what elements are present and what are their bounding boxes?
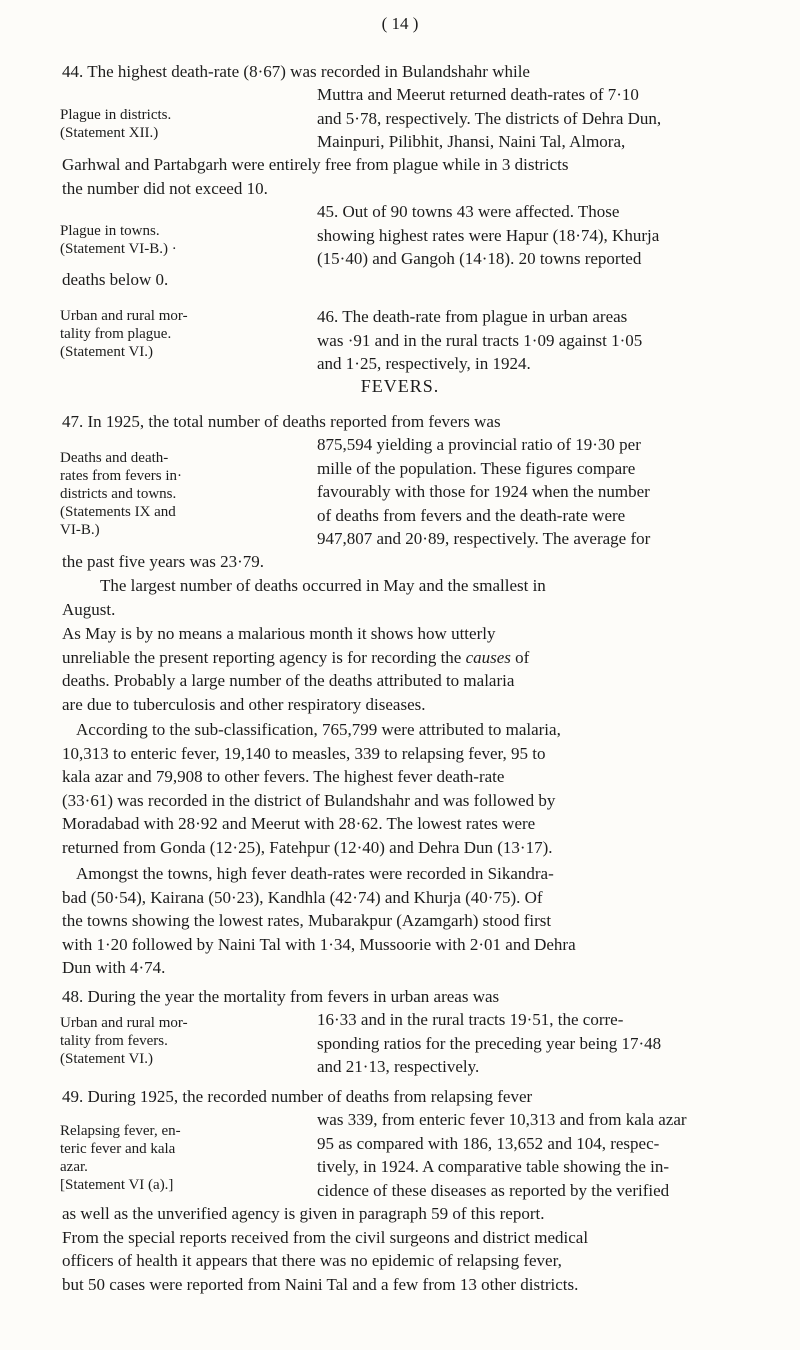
text-fragment: unreliable the present reporting agency is for recording the [62,647,466,667]
margin-note-urban-rural-plague [60,307,235,361]
text-line: the towns showing the lowest rates, Mubarakpur (Azamgarh) stood first [62,911,552,930]
text-line: Moradabad with 28·92 and Meerut with 28·62. The lowest rates were [62,814,536,833]
text-line: sponding ratios for the preceding year being 17·48 [317,1033,662,1053]
margin-note-line: [Statement VI (a).] [60,1177,174,1193]
text-line: as well as the unverified agency is given in paragraph 59 of this report. [62,1204,545,1223]
paragraph-45-tail: deaths below 0. [62,270,169,289]
emphasis-causes: causes [465,647,511,667]
text-fragment: of [510,647,530,667]
margin-note-line: tality from plague. [60,326,172,342]
text-line: Amongst the towns, high fever death-rates were recorded in Sikandra- [76,864,554,883]
margin-note-fever-deaths [60,449,235,539]
margin-note-line: (Statements IX and [60,504,176,520]
text-line: 10,313 to enteric fever, 19,140 to measles, 339 to relapsing fever, 95 to [62,743,546,763]
margin-note-line: rates from fevers in· [60,468,183,484]
paragraph-47-tail: the past five years was 23·79. [62,552,265,571]
text-line: Garhwal and Partabgarh were entirely free from plague while in 3 districts [62,155,569,174]
paragraph-44-tail [62,153,762,200]
paragraph-47-column [317,433,763,551]
paragraph-49-column [317,1108,763,1202]
margin-note-line: tality from fevers. [60,1033,168,1049]
paragraph-47-towns [62,862,762,980]
margin-note-line: (Statement XII.) [60,125,159,141]
text-line: officers of health it appears that there was no epidemic of relapsing fever, [62,1251,562,1270]
text-line: 45. Out of 90 towns 43 were affected. Those [317,202,620,221]
text-line: The largest number of deaths occurred in May and the smallest in [100,576,546,595]
text-line: with 1·20 followed by Naini Tal with 1·34, Mussoorie with 2·01 and Dehra [62,934,576,954]
text-line: favourably with those for 1924 when the number [317,482,650,501]
text-line: August. [62,599,116,619]
paragraph-49-lead: 49. During 1925, the recorded number of deaths from relapsing fever [62,1087,533,1106]
paragraph-44-column [317,83,763,154]
text-line: From the special reports received from the civil surgeons and district medical [62,1227,589,1247]
text-line: (15·40) and Gangoh (14·18). 20 towns reported [317,249,642,268]
margin-note-line: (Statement VI.) [60,1051,154,1067]
margin-note-line: Urban and rural mor- [60,308,188,324]
text-line: cidence of these diseases as reported by the verified [317,1180,670,1200]
paragraph-47-months [62,574,762,621]
margin-note-relapsing-fever [60,1122,235,1194]
paragraph-45-column [317,200,763,271]
text-line: deaths. Probably a large number of the deaths attributed to malaria [62,671,515,690]
text-line: and 1·25, respectively, in 1924. [317,354,531,373]
text-line: of deaths from fevers and the death-rate were [317,505,626,525]
text-line: showing highest rates were Hapur (18·74), Khurja [317,225,660,245]
margin-note-plague-towns [60,222,235,258]
margin-note-line: teric fever and kala [60,1141,176,1157]
text-line: was 339, from enteric fever 10,313 and from kala azar [317,1110,687,1129]
margin-note-line: Plague in districts. [60,107,172,123]
text-line: Mainpuri, Pilibhit, Jhansi, Naini Tal, Almora, [317,132,626,151]
margin-note-line: (Statement VI-B.) · [60,241,177,257]
margin-note-line: VI-B.) [60,522,100,538]
paragraph-47-subclassification [62,718,762,859]
text-line: 95 as compared with 186, 13,652 and 104, respec- [317,1133,660,1153]
paragraph-48-lead: 48. During the year the mortality from fevers in urban areas was [62,987,500,1006]
text-line: mille of the population. These figures compare [317,458,636,478]
text-line: the number did not exceed 10. [62,178,268,198]
paragraph-49-tail [62,1202,762,1296]
text-line: As May is by no means a malarious month it shows how utterly [62,624,496,643]
paragraph-44-lead: 44. The highest death-rate (8·67) was recorded in Bulandshahr while [62,62,530,81]
paragraph-47-malaria [62,622,762,716]
margin-note-urban-rural-fevers [60,1014,235,1068]
text-line: are due to tuberculosis and other respiratory diseases. [62,694,426,714]
text-line: but 50 cases were reported from Naini Tal and a few from 13 other districts. [62,1274,579,1294]
text-line: Muttra and Meerut returned death-rates of 7·10 [317,85,639,104]
text-line: Dun with 4·74. [62,958,166,977]
paragraph-46-column [317,305,763,376]
margin-note-line: Plague in towns. [60,223,160,239]
section-heading-fevers: FEVERS. [360,376,440,396]
text-line: bad (50·54), Kairana (50·23), Kandhla (42·74) and Khurja (40·75). Of [62,887,543,907]
text-line: 947,807 and 20·89, respectively. The average for [317,529,651,548]
paragraph-48-column [317,1008,763,1079]
text-line: 875,594 yielding a provincial ratio of 19·30 per [317,435,641,454]
margin-note-line: Relapsing fever, en- [60,1123,181,1139]
margin-note-line: districts and towns. [60,486,177,502]
page-number: ( 14 ) [381,14,419,33]
margin-note-line: (Statement VI.) [60,344,154,360]
margin-note-line: Urban and rural mor- [60,1015,188,1031]
paragraph-47-lead: 47. In 1925, the total number of deaths reported from fevers was [62,412,501,431]
text-line: tively, in 1924. A comparative table showing the in- [317,1157,670,1176]
text-line: 16·33 and in the rural tracts 19·51, the corre- [317,1010,624,1029]
margin-note-line: Deaths and death- [60,450,169,466]
text-line: 46. The death-rate from plague in urban areas [317,307,628,326]
margin-note-plague-districts [60,106,235,142]
text-line [62,646,762,670]
text-line: was ·91 and in the rural tracts 1·09 against 1·05 [317,330,643,350]
margin-note-line: azar. [60,1159,88,1175]
text-line: According to the sub-classification, 765,799 were attributed to malaria, [76,720,561,739]
text-line: and 21·13, respectively. [317,1057,480,1076]
text-line: and 5·78, respectively. The districts of Dehra Dun, [317,108,662,128]
text-line: kala azar and 79,908 to other fevers. The highest fever death-rate [62,767,505,786]
text-line: returned from Gonda (12·25), Fatehpur (12·40) and Dehra Dun (13·17). [62,837,553,857]
text-line: (33·61) was recorded in the district of Bulandshahr and was followed by [62,790,556,810]
